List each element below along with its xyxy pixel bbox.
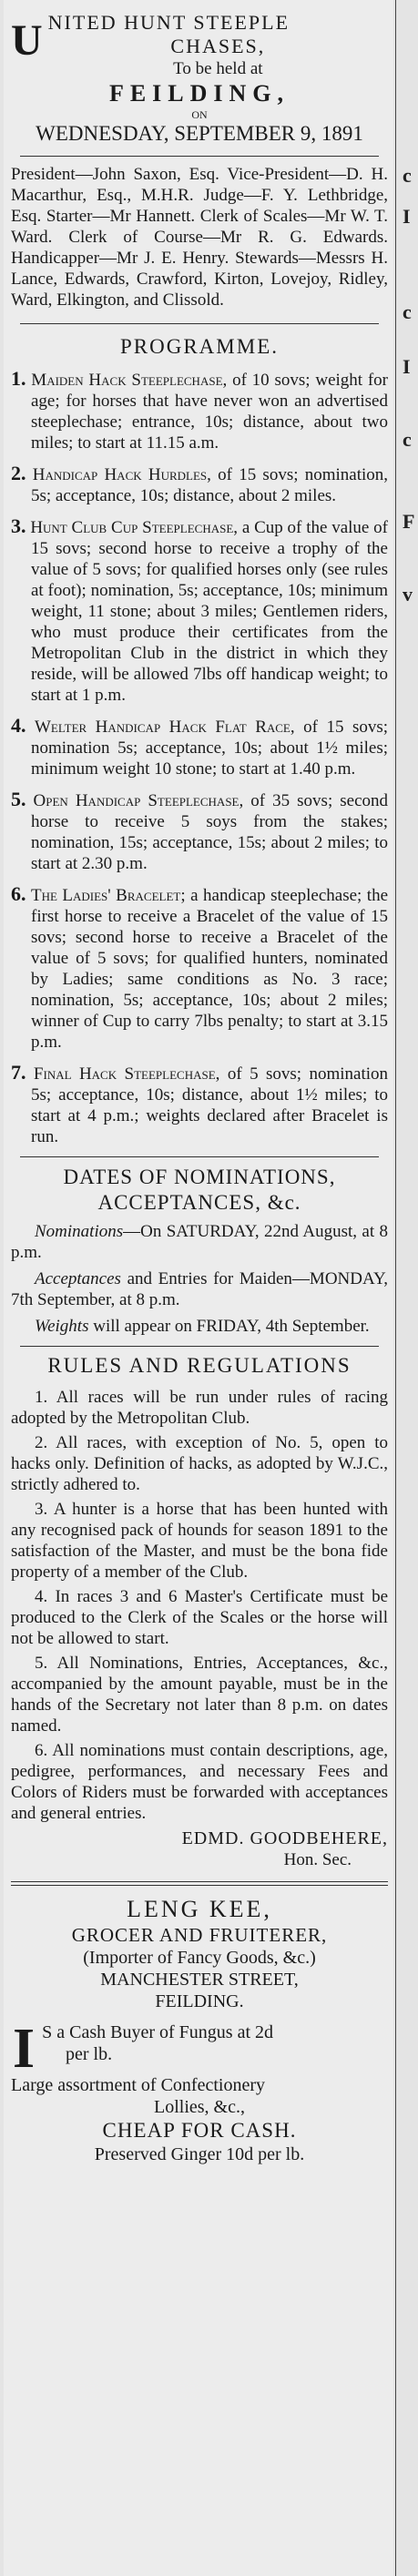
dates-item: Nominations—On SATURDAY, 22nd August, at 8 p.m.: [11, 1222, 388, 1262]
rule-item: 4. In races 3 and 6 Master's Certificate must be produced to the Clerk of the Scales or the horse will not be allowed to start.: [11, 1587, 388, 1648]
drop-cap-letter: U: [11, 16, 43, 65]
adjacent-column-fragment: [401, 0, 418, 2576]
fragment-letter: I: [403, 205, 411, 228]
headline-line-1: NITED HUNT STEEPLE: [47, 11, 291, 34]
merchant-importer: (Importer of Fancy Goods, &c.): [83, 1948, 316, 1968]
programme-heading: PROGRAMME.: [119, 335, 279, 358]
race-advertisement-header: [11, 11, 388, 147]
divider: [20, 1156, 379, 1157]
signature-title: Hon. Sec.: [283, 1850, 352, 1869]
fragment-letter: F: [403, 510, 415, 533]
race-item: 5. Open Handicap Steeplechase, of 35 sovs; second horse to receive 5 soys from the stakes; nomination, 15s; acceptance, 15s; about 2 miles; to start at 2.30 p.m.: [11, 788, 389, 873]
divider: [20, 156, 379, 157]
rule-item: 3. A hunter is a horse that has been hunted with any recognised pack of hounds for season 1891 to the satisfaction of the Master, and must be the bona fide property of a member of the Club.: [11, 1500, 388, 1582]
rules-heading: RULES AND REGULATIONS: [47, 1354, 352, 1377]
race-item: 4. Welter Handicap Hack Flat Race, of 15 sovs; nomination 5s; acceptance, 10s; about 1½ miles; minimum weight 10 stone; to start at 1.40 p.m.: [11, 714, 389, 779]
officials-paragraph: President—John Saxon, Esq. Vice-President—D. H. Macarthur, Esq., M.H.R. Judge—F. Y. Lethbridge, Esq. Starter—Mr Hannett. Clerk of Scales—Mr W. T. Ward. Clerk of Course—Mr R. G. Edwards. Handicapper—Mr J. E. Henry. Stewards—Messrs H. Lance, Edwards, Crawford, Kirton, Lovejoy, Ridley, Ward, Elkington, and Clissold.: [11, 165, 388, 310]
divider: [20, 323, 379, 324]
advert-line: Lollies, &c.,: [154, 2097, 245, 2117]
fragment-letter: c: [403, 300, 412, 323]
drop-cap-letter: I: [13, 2018, 36, 2080]
merchant-town: FEILDING.: [155, 1991, 244, 2011]
divider: [20, 1346, 379, 1347]
grocer-advertisement: [11, 1895, 388, 2165]
dates-heading: DATES OF NOMINATIONS, ACCEPTANCES, &c.: [63, 1166, 336, 1214]
headline-line-2: CHASES,: [170, 35, 266, 57]
race-item: 7. Final Hack Steeplechase, of 5 sovs; nomination 5s; acceptance, 10s; distance, about 1½ miles; to start at 4 p.m.; weights declared after Bracelet is run.: [11, 1061, 389, 1146]
race-item: 2. Handicap Hack Hurdles, of 15 sovs; nomination, 5s; acceptance, 10s; distance, about 2 miles.: [11, 462, 389, 505]
venue-town: FEILDING,: [108, 80, 291, 107]
advert-line: Large assortment of Confectionery: [11, 2075, 265, 2095]
race-list: [11, 368, 388, 1147]
rule-item: 6. All nominations must contain descriptions, age, pedigree, performances, and necessary Fees and Colors of Riders must be forwarded with acceptances and general entries.: [11, 1741, 388, 1823]
rule-item: 1. All races will be run under rules of racing adopted by the Metropolitan Club.: [11, 1388, 388, 1428]
merchant-trade: GROCER AND FRUITERER,: [71, 1924, 328, 1946]
race-item: 3. Hunt Club Cup Steeplechase, a Cup of the value of 15 sovs; second horse to receive a trophy of the value of 5 sovs; for qualified horses only (see rules at foot); nomination, 5s; acceptance, 10s; minimum weight, 11 stone; about 3 miles; Gentlemen riders, who must produce their certificates from the Metropolitan Club in the district in which they reside, will be allowed 7lbs off handicap weight; to start at 1 p.m.: [11, 514, 388, 705]
merchant-name: LENG KEE,: [127, 1896, 272, 1922]
fragment-letter: c: [403, 164, 412, 187]
fragment-letter: v: [403, 583, 413, 606]
column-rule: [395, 0, 396, 2576]
advert-line: per lb.: [66, 2044, 113, 2064]
held-at-text: To be held at: [173, 59, 263, 78]
dates-item: Weights will appear on FRIDAY, 4th September.: [35, 1317, 370, 1336]
advert-body: [11, 2018, 388, 2118]
race-item: 1. Maiden Hack Steeplechase, of 10 sovs; weight for age; for horses that have never won an advertised steeplechase; entrance, 10s; distance, about two miles; to start at 11.15 a.m.: [11, 367, 389, 453]
fragment-letter: c: [403, 428, 412, 451]
advertisement-column: [4, 0, 393, 2576]
on-text: ON: [191, 108, 208, 121]
double-rule: [11, 1881, 388, 1886]
advert-line: S a Cash Buyer of Fungus at 2d: [42, 2022, 274, 2042]
fragment-letter: I: [403, 355, 411, 378]
rule-item: 2. All races, with exception of No. 5, open to hacks only. Definition of hacks, as adopted by W.J.C., strictly adhered to.: [11, 1433, 388, 1494]
cheap-for-cash: CHEAP FOR CASH.: [102, 2119, 297, 2142]
rule-item: 5. All Nominations, Entries, Acceptances, &c., accompanied by the amount payable, must be in the hands of the Secretary not later than 8 p.m. on dates named.: [11, 1654, 388, 1736]
merchant-street: MANCHESTER STREET,: [100, 1970, 299, 1990]
dates-item: Acceptances and Entries for Maiden—MONDAY, 7th September, at 8 p.m.: [11, 1269, 388, 1309]
event-date: WEDNESDAY, SEPTEMBER 9, 1891: [36, 122, 363, 145]
race-item: 6. The Ladies' Bracelet; a handicap steeplechase; the first horse to receive a Bracelet of the value of 15 sovs; second horse to receive a Bracelet of the value of 5 sovs; for qualified hunters, nominated by Ladies; same conditions as No. 3 race; nomination, 5s; acceptance, 10s; about 2 miles; winner of Cup to carry 7lbs penalty; to start at 3.15 p.m.: [11, 882, 389, 1052]
ginger-price: Preserved Ginger 10d per lb.: [94, 2144, 305, 2164]
signature-name: EDMD. GOODBEHERE,: [181, 1828, 388, 1848]
